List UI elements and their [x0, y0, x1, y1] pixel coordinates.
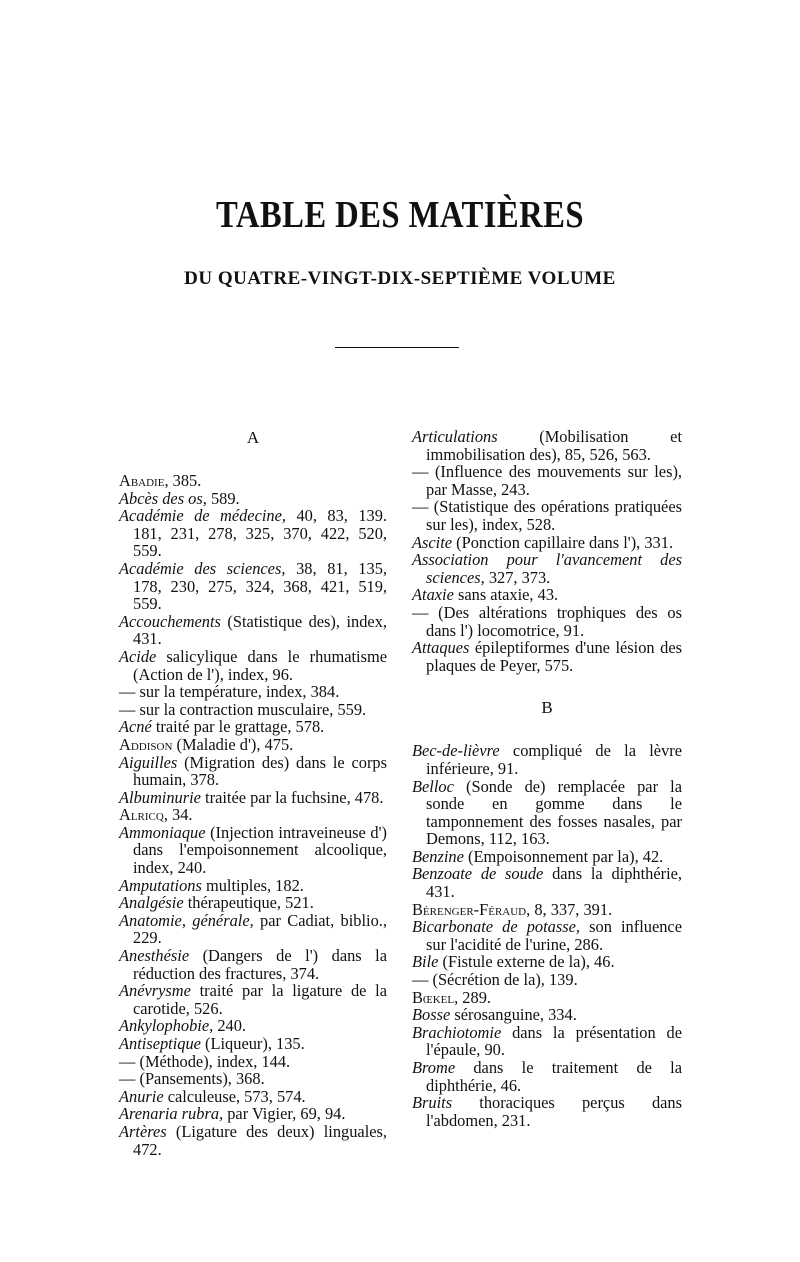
index-entry: [412, 639, 682, 674]
index-entry: [119, 472, 387, 490]
entry-text: (Statistique des), index, 431.: [133, 611, 387, 649]
index-entry: [412, 971, 682, 989]
entry-heading: Bérenger-Féraud,: [412, 899, 531, 919]
entry-heading: Abcès des os,: [119, 488, 207, 508]
entry-text: thérapeutique, 521.: [183, 893, 314, 913]
index-entry: [119, 912, 387, 947]
entry-text: (Injection intraveineuse d') dans l'empoisonnement alcoolique, index, 240.: [133, 822, 387, 878]
entry-heading: Antiseptique: [119, 1034, 201, 1053]
entry-heading: Benzine: [412, 846, 464, 866]
index-entry: [412, 498, 682, 533]
entry-heading: Bicarbonate de potasse,: [412, 917, 580, 937]
entry-text: traité par le grattage, 578.: [151, 717, 325, 737]
entry-text: calculeuse, 573, 574.: [163, 1086, 306, 1106]
index-entry: [412, 1006, 682, 1024]
entry-heading: Bruits: [412, 1093, 453, 1113]
entry-text: (Dangers de l') dans la réduction des fractures, 374.: [133, 946, 387, 983]
entry-text: 38, 81, 135, 178, 230, 275, 324, 368, 421, 519, 559.: [133, 558, 387, 614]
entry-heading: Association pour l'avancement des sciences,: [412, 550, 682, 587]
entry-heading: Anatomie, générale,: [119, 910, 254, 930]
entry-text: (Fistule externe de la), 46.: [438, 952, 615, 972]
page-subtitle: DU QUATRE-VINGT-DIX-SEPTIÈME VOLUME: [184, 268, 616, 289]
entry-text: — (Influence des mouvements sur les), par Masse, 243.: [412, 462, 682, 499]
entry-heading: Aiguilles: [119, 752, 178, 772]
entry-heading: Belloc: [412, 776, 454, 796]
index-entry: [119, 1053, 387, 1071]
index-entry: [119, 806, 387, 824]
index-entry: [119, 1035, 387, 1053]
index-entry: [412, 586, 682, 604]
entry-heading: Bosse: [412, 1005, 451, 1025]
index-entry: [119, 824, 387, 877]
entry-heading: Ascite: [412, 532, 453, 552]
entry-text: compliqué de la lèvre inférieure, 91.: [426, 741, 682, 778]
entry-list-a: [119, 472, 387, 1158]
entry-heading: Brome: [412, 1058, 456, 1077]
index-entry: [119, 754, 387, 789]
index-entry: [412, 953, 682, 971]
entry-text: — sur la contraction musculaire, 559.: [119, 699, 367, 719]
index-entry: [412, 848, 682, 866]
entry-heading: Albuminurie: [119, 787, 201, 807]
entry-text: — (Méthode), index, 144.: [119, 1051, 291, 1071]
entry-heading: Bile: [412, 952, 439, 972]
index-entry: [412, 534, 682, 552]
entry-text: (Migration des) dans le corps humain, 378.: [133, 752, 387, 790]
entry-heading: Analgésie: [119, 893, 184, 913]
index-entry: [412, 742, 682, 777]
entry-text: 8, 337, 391.: [530, 899, 613, 919]
entry-text: (Sonde de) remplacée par la sonde en gomme dans le tamponnement des fosses nasales, par Demons, 112, 163.: [426, 776, 682, 849]
entry-heading: Anesthésie: [119, 946, 190, 966]
entry-text: dans la présentation de l'épaule, 90.: [426, 1022, 682, 1060]
entry-heading: Anurie: [119, 1086, 164, 1106]
entry-heading: Acide: [119, 646, 157, 666]
entry-text: (Ponction capillaire dans l'), 331.: [452, 532, 674, 552]
entry-text: (Mobilisation et immobilisation des), 85, 526, 563.: [426, 427, 682, 464]
entry-text: son influence sur l'acidité de l'urine, 286.: [426, 917, 682, 954]
entry-text: 40, 83, 139. 181, 231, 278, 325, 370, 422, 520, 559.: [133, 506, 388, 561]
entry-text: par Vigier, 69, 94.: [223, 1104, 346, 1124]
index-entry: [119, 947, 387, 982]
index-entry: [119, 1070, 387, 1088]
entry-text: — (Sécrétion de la), 139.: [412, 970, 578, 990]
entry-text: (Maladie d'), 475.: [172, 734, 294, 754]
entry-text: dans le traitement de la diphthérie, 46.: [426, 1058, 682, 1095]
title-divider: [335, 347, 459, 348]
index-entry: [119, 877, 387, 895]
index-entry: [119, 683, 387, 701]
index-entry: [119, 718, 387, 736]
entry-heading: Addison: [119, 734, 173, 754]
entry-heading: Artères: [119, 1121, 167, 1141]
index-column-right: [412, 428, 682, 1129]
entry-text: — sur la température, index, 384.: [119, 682, 340, 702]
entry-text: — (Statistique des opérations pratiquées sur les), index, 528.: [412, 497, 682, 534]
index-entry: [412, 428, 682, 463]
index-entry: [412, 918, 682, 953]
entry-heading: Acné: [119, 717, 152, 737]
entry-heading: Académie de médecine,: [119, 506, 286, 526]
entry-heading: Ammoniaque: [119, 822, 206, 842]
index-entry: [119, 1088, 387, 1106]
entry-heading: Abadie,: [119, 471, 169, 490]
entry-heading: Brachiotomie: [412, 1022, 502, 1042]
entry-heading: Benzoate de soude: [412, 864, 544, 884]
entry-heading: Arenaria rubra,: [119, 1104, 224, 1124]
index-entry: [119, 507, 387, 560]
page-title: TABLE DES MATIÈRES: [216, 194, 584, 236]
entry-text: 589.: [206, 488, 240, 508]
entry-text: (Empoisonnement par la), 42.: [463, 846, 664, 866]
index-column-left: [119, 428, 387, 1158]
index-entry: [412, 551, 682, 586]
entry-heading: Articulations: [412, 427, 498, 446]
index-entry: [119, 789, 387, 807]
index-entry: [119, 1105, 387, 1123]
section-letter-b: B: [541, 698, 553, 718]
entry-heading: Ankylophobie,: [119, 1016, 214, 1036]
entry-text: 240.: [213, 1016, 246, 1036]
entry-heading: Attaques: [412, 638, 470, 658]
entry-text: sérosanguine, 334.: [450, 1005, 577, 1025]
index-entry: [412, 463, 682, 498]
entry-heading: Anévrysme: [119, 981, 191, 1001]
index-entry: [412, 604, 682, 639]
entry-text: 385.: [168, 471, 202, 490]
entry-text: — (Pansements), 368.: [119, 1069, 265, 1089]
entry-text: (Ligature des deux) linguales, 472.: [133, 1121, 387, 1159]
entry-list-b: [412, 742, 682, 1129]
entry-heading: Bœkel,: [412, 987, 459, 1007]
entry-text: épileptiformes d'une lésion des plaques de Peyer, 575.: [426, 638, 682, 675]
index-entry: [412, 901, 682, 919]
entry-text: traité par la ligature de la carotide, 526.: [133, 981, 387, 1018]
entry-text: par Cadiat, biblio., 229.: [133, 910, 387, 948]
entry-heading: Bec-de-lièvre: [412, 741, 500, 761]
entry-text: 34.: [167, 805, 193, 825]
entry-heading: Amputations: [119, 875, 202, 895]
entry-text: salicylique dans le rhumatisme (Action de l'), index, 96.: [133, 646, 387, 684]
entry-heading: Accouchements: [119, 611, 221, 631]
entry-heading: Alricq,: [119, 805, 168, 825]
index-entry: [412, 1024, 682, 1059]
index-entry: [119, 736, 387, 754]
entry-heading: Académie des sciences,: [119, 558, 286, 578]
entry-text: 327, 373.: [484, 567, 551, 587]
index-entry: [412, 778, 682, 848]
entry-text: (Liqueur), 135.: [200, 1034, 305, 1053]
entry-text: dans la diphthérie, 431.: [426, 864, 682, 902]
index-entry: [119, 1017, 387, 1035]
index-entry: [412, 1094, 682, 1129]
index-entry: [119, 613, 387, 648]
entry-text: 289.: [458, 987, 491, 1007]
entry-text: thoraciques perçus dans l'abdomen, 231.: [426, 1093, 682, 1130]
index-entry: [119, 1123, 387, 1158]
entry-text: multiples, 182.: [201, 875, 304, 895]
entry-list-a-continued: [412, 428, 682, 674]
index-entry: [119, 894, 387, 912]
index-entry: [412, 1059, 682, 1094]
section-letter-a: A: [246, 428, 260, 447]
index-entry: [119, 648, 387, 683]
entry-text: traitée par la fuchsine, 478.: [200, 787, 384, 807]
entry-text: — (Des altérations trophiques des os dans l') locomotrice, 91.: [412, 602, 682, 640]
entry-heading: Ataxie: [412, 585, 454, 605]
index-entry: [119, 982, 387, 1017]
entry-text: sans ataxie, 43.: [453, 585, 559, 605]
index-entry: [119, 490, 387, 508]
index-entry: [119, 560, 387, 613]
index-entry: [412, 865, 682, 900]
index-entry: [119, 701, 387, 719]
index-entry: [412, 989, 682, 1007]
